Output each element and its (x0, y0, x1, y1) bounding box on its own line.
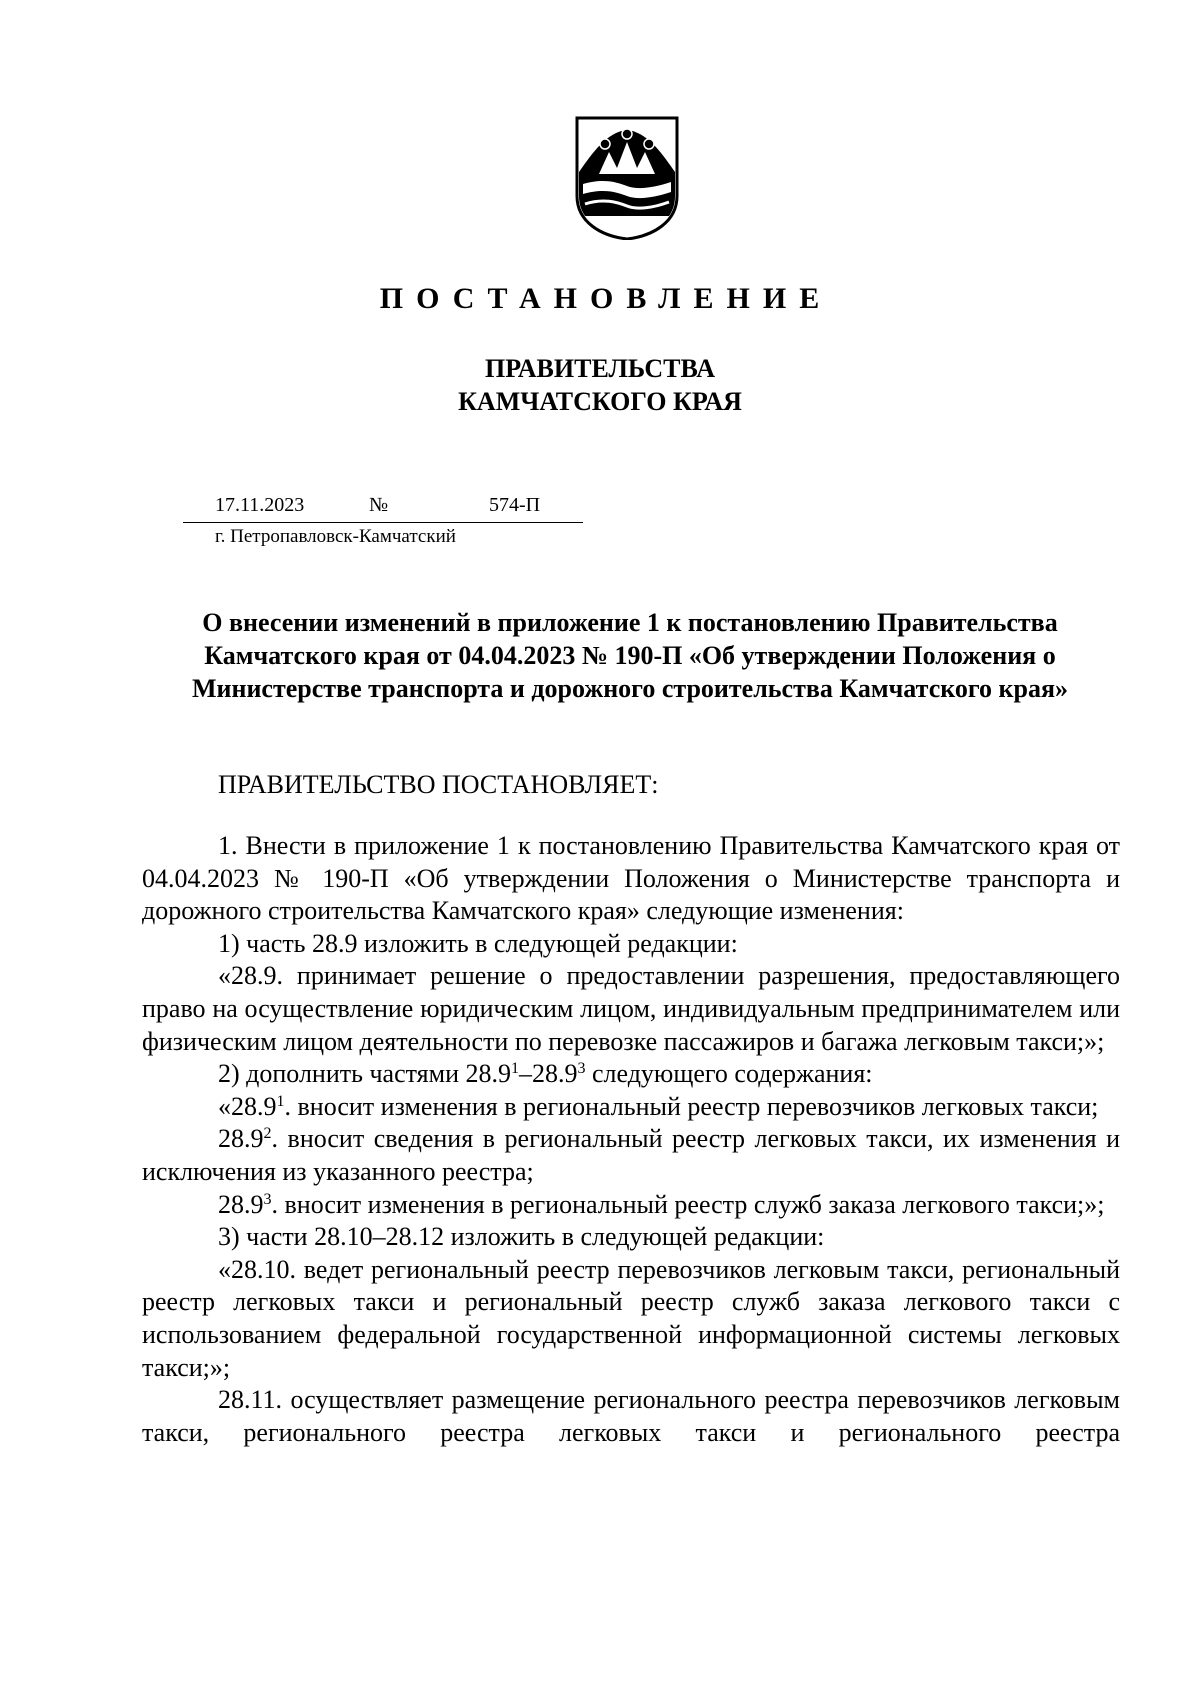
superscript: 1 (510, 1060, 519, 1078)
paragraph-5-text-a: «28.9 (218, 1091, 277, 1121)
superscript: 2 (263, 1125, 272, 1143)
document-body (142, 830, 1120, 1449)
paragraph-3: «28.9. принимает решение о предоставлении разрешения, предоставляющего право на осуществление юридическим лицом, индивидуальным предпринимателем или физическим лицом деятельности по перевозке пассажиров и багажа легковым такси;»; (142, 961, 1120, 1056)
paragraph-6 (142, 1123, 1120, 1188)
paragraph-4-text-b: –28.9 (518, 1059, 578, 1089)
number-sign: № (369, 494, 389, 516)
superscript: 1 (276, 1092, 285, 1110)
paragraph-4-text-a: 2) дополнить частями 28.9 (218, 1059, 511, 1089)
paragraph-7-text-a: 28.9 (218, 1189, 264, 1219)
document-number: 574-П (489, 494, 541, 516)
document-date: 17.11.2023 (215, 494, 305, 516)
subject-line-1: О внесении изменений в приложение 1 к постановлению Правительства (202, 608, 1058, 637)
paragraph-6-text-a: 28.9 (218, 1124, 264, 1154)
issuing-authority (0, 352, 1200, 418)
paragraph-7-text-b: . вносит изменения в региональный реестр служб заказа легкового такси;»; (271, 1189, 1105, 1219)
paragraph-8: 3) части 28.10–28.12 изложить в следующей редакции: (218, 1222, 825, 1252)
paragraph-1: 1. Внести в приложение 1 к постановлению Правительства Камчатского края от 04.04.2023 № 190-П «Об утверждении Положения о Министерстве транспорта и дорожного строительства Камчатского края» следующие изменения: (142, 831, 1120, 926)
document-city: г. Петропавловск-Камчатский (215, 526, 456, 547)
paragraph-4-text-c: следующего содержания: (585, 1059, 873, 1089)
authority-line-1: ПРАВИТЕЛЬСТВА (485, 354, 715, 383)
paragraph-6-text-b: . вносит сведения в региональный реестр легковых такси, их изменения и исключения из указанного реестра; (142, 1124, 1120, 1186)
document-title: ПОСТАНОВЛЕНИЕ (379, 282, 833, 315)
subject-line-3: Министерстве транспорта и дорожного строительства Камчатского края» (191, 674, 1069, 703)
authority-line-2: КАМЧАТСКОГО КРАЯ (458, 387, 742, 416)
paragraph-10: 28.11. осуществляет размещение регионального реестра перевозчиков легковым такси, регионального реестра легковых такси и регионального реестра (142, 1385, 1120, 1447)
kamchatka-coat-of-arms-icon (573, 112, 681, 240)
preamble: ПРАВИТЕЛЬСТВО ПОСТАНОВЛЯЕТ: (218, 770, 659, 799)
paragraph-9: «28.10. ведет региональный реестр перевозчиков легковым такси, региональный реестр легковых такси и региональный реестр служб заказа легкового такси с использованием федеральной государственной информационной системы легковых такси;»; (142, 1254, 1120, 1382)
date-number-line (183, 492, 583, 523)
superscript: 3 (577, 1060, 586, 1078)
paragraph-5 (142, 1091, 1120, 1124)
document-subject (140, 606, 1120, 705)
paragraph-2: 1) часть 28.9 изложить в следующей редакции: (218, 928, 738, 958)
paragraph-4 (142, 1058, 1120, 1091)
superscript: 3 (263, 1190, 272, 1208)
subject-line-2: Камчатского края от 04.04.2023 № 190-П «Об утверждении Положения о (204, 641, 1056, 670)
paragraph-5-text-b: . вносит изменения в региональный реестр перевозчиков легковых такси; (284, 1091, 1099, 1121)
paragraph-7 (142, 1189, 1120, 1222)
